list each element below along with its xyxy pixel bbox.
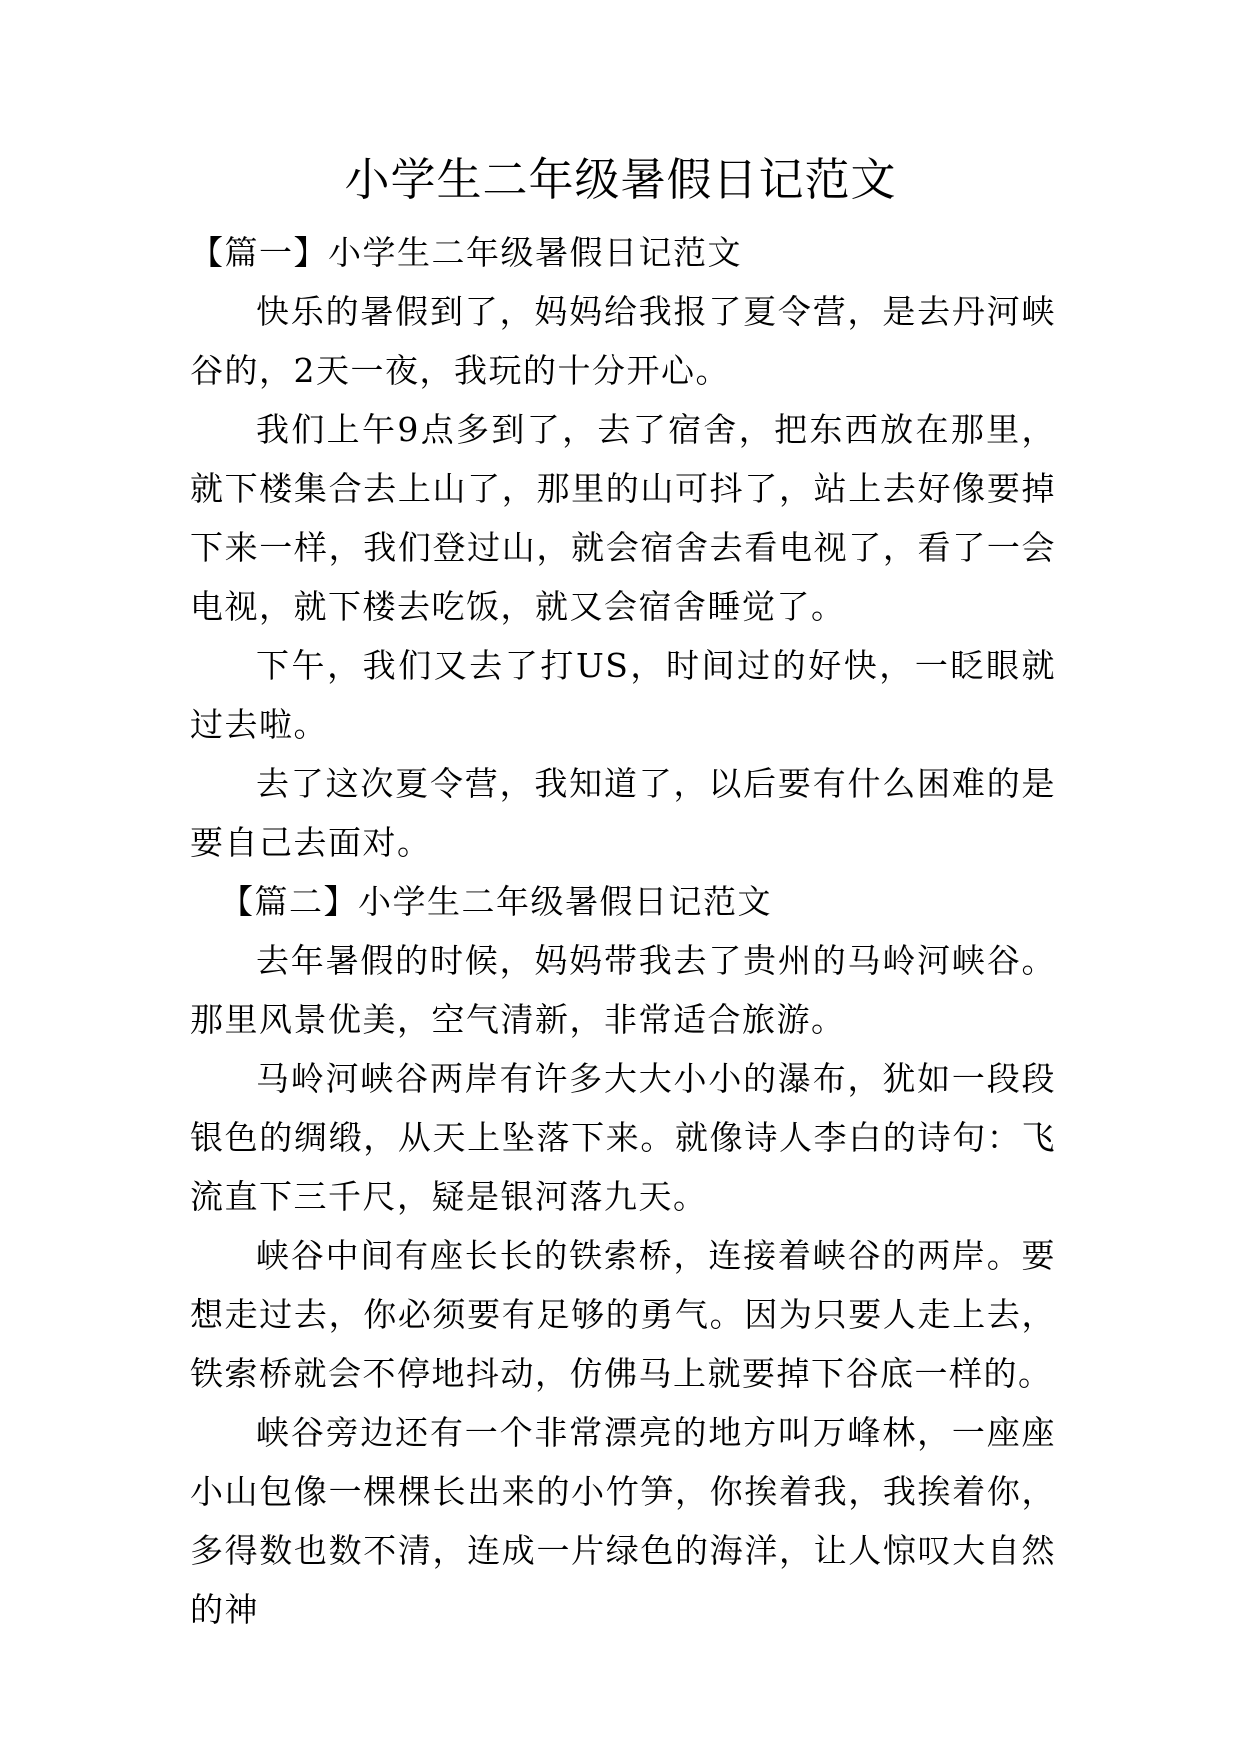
section-heading-1: 【篇一】小学生二年级暑假日记范文 [190,233,742,272]
paragraph: 峡谷中间有座长长的铁索桥，连接着峡谷的两岸。要想走过去，你必须要有足够的勇气。因为只要人走上去，铁索桥就会不停地抖动，仿佛马上就要掉下谷底一样的。 [190,1236,1056,1393]
paragraph: 快乐的暑假到了，妈妈给我报了夏令营，是去丹河峡谷的，2天一夜，我玩的十分开心。 [190,292,1056,390]
paragraph: 去了这次夏令营，我知道了，以后要有什么困难的是要自己去面对。 [190,764,1056,862]
paragraph: 去年暑假的时候，妈妈带我去了贵州的马岭河峡谷。那里风景优美，空气清新，非常适合旅游。 [190,941,1056,1039]
paragraph: 峡谷旁边还有一个非常漂亮的地方叫万峰林，一座座小山包像一棵棵长出来的小竹笋，你挨着我，我挨着你，多得数也数不清，连成一片绿色的海洋，让人惊叹大自然的神 [190,1413,1056,1629]
section-heading-2: 【篇二】小学生二年级暑假日记范文 [220,882,772,921]
page-title: 小学生二年级暑假日记范文 [344,153,897,206]
paragraph: 我们上午9点多到了，去了宿舍，把东西放在那里，就下楼集合去上山了，那里的山可抖了，站上去好像要掉下来一样，我们登过山，就会宿舍去看电视了，看了一会电视，就下楼去吃饭，就又会宿舍睡觉了。 [190,410,1056,626]
paragraph: 下午，我们又去了打US，时间过的好快，一眨眼就过去啦。 [190,646,1056,744]
document-body [190,223,1056,1639]
paragraph: 马岭河峡谷两岸有许多大大小小的瀑布，犹如一段段银色的绸缎，从天上坠落下来。就像诗人李白的诗句：飞流直下三千尺，疑是银河落九天。 [190,1059,1056,1216]
